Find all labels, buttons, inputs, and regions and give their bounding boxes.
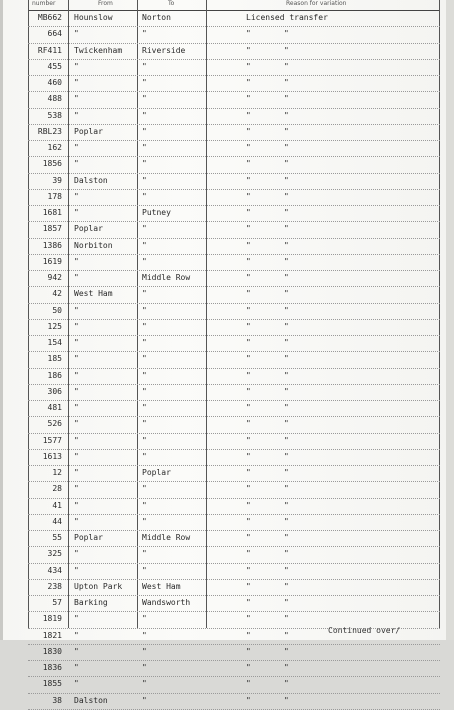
cell-reason: " xyxy=(246,191,251,201)
cell-from: " xyxy=(74,549,79,559)
cell-reason: " xyxy=(246,175,251,185)
cell-number: 55 xyxy=(52,533,62,542)
cell-from: " xyxy=(74,94,79,104)
cell-reason-ditto: " xyxy=(284,78,289,87)
cell-from: " xyxy=(74,159,79,169)
cell-reason: " xyxy=(246,289,251,299)
cell-to: " xyxy=(142,321,147,331)
cell-number: 238 xyxy=(47,581,62,591)
cell-reason: " xyxy=(246,630,251,640)
cell-to: Middle Row xyxy=(142,533,191,542)
cell-from: Poplar xyxy=(74,126,103,136)
cell-reason: " xyxy=(246,94,251,104)
table-row xyxy=(28,125,440,141)
cell-reason-ditto: " xyxy=(284,94,289,104)
cell-number: 455 xyxy=(47,61,62,71)
cell-from: Dalston xyxy=(74,175,108,185)
cell-to: " xyxy=(142,419,147,429)
cell-reason: " xyxy=(246,679,251,689)
cell-number: 42 xyxy=(52,289,62,299)
table-row xyxy=(28,190,440,206)
header-number: number xyxy=(32,0,56,7)
cell-reason: " xyxy=(246,45,251,55)
cell-reason-ditto: " xyxy=(284,435,289,445)
cell-reason-ditto: " xyxy=(284,500,289,510)
table-row xyxy=(28,531,440,547)
header-to: To xyxy=(168,0,175,7)
cell-to: West Ham xyxy=(142,581,181,591)
cell-to: " xyxy=(142,61,147,71)
table-header xyxy=(28,0,440,10)
cell-reason-ditto: " xyxy=(284,419,289,429)
cell-number: 1819 xyxy=(42,614,62,624)
cell-to: " xyxy=(142,679,147,689)
cell-to: " xyxy=(142,500,147,510)
cell-to: Wandsworth xyxy=(142,598,191,607)
cell-to: " xyxy=(142,256,147,266)
cell-reason-ditto: " xyxy=(284,29,289,39)
cell-to: " xyxy=(142,94,147,104)
cell-number: 185 xyxy=(47,354,62,364)
cell-to: " xyxy=(142,240,147,250)
page-edge-right xyxy=(446,0,454,640)
cell-from: " xyxy=(74,451,79,461)
cell-from: " xyxy=(74,468,79,477)
cell-reason: Licensed transfer xyxy=(246,13,328,22)
table-row xyxy=(28,44,440,60)
table-row xyxy=(28,222,440,238)
cell-number: 186 xyxy=(47,370,62,380)
cell-reason: " xyxy=(246,240,251,250)
cell-number: 460 xyxy=(47,78,62,87)
cell-to: Riverside xyxy=(142,45,186,55)
cell-number: 39 xyxy=(52,175,62,185)
header-reason: Reason for variation xyxy=(286,0,347,7)
table-row xyxy=(28,661,440,677)
cell-reason: " xyxy=(246,370,251,380)
cell-reason-ditto: " xyxy=(284,679,289,689)
cell-reason-ditto: " xyxy=(284,110,289,120)
cell-to: " xyxy=(142,29,147,39)
cell-reason: " xyxy=(246,435,251,445)
cell-number: 41 xyxy=(52,500,62,510)
cell-to: Poplar xyxy=(142,468,171,477)
cell-number: 325 xyxy=(47,549,62,559)
table-row xyxy=(28,92,440,108)
table-row xyxy=(28,645,440,661)
cell-from: " xyxy=(74,61,79,71)
table-row xyxy=(28,320,440,336)
table-row xyxy=(28,515,440,531)
cell-number: 38 xyxy=(52,695,62,705)
cell-reason: " xyxy=(246,614,251,624)
cell-to: " xyxy=(142,305,147,315)
cell-reason-ditto: " xyxy=(284,224,289,234)
cell-from: " xyxy=(74,256,79,266)
cell-number: RBL23 xyxy=(37,126,62,136)
table-row xyxy=(28,141,440,157)
table-row xyxy=(28,580,440,596)
table-row xyxy=(28,27,440,43)
cell-to: " xyxy=(142,663,147,672)
cell-reason: " xyxy=(246,695,251,705)
cell-number: 1821 xyxy=(42,630,62,640)
cell-number: 1613 xyxy=(42,451,62,461)
cell-reason-ditto: " xyxy=(284,175,289,185)
cell-number: 44 xyxy=(52,516,62,526)
cell-number: 434 xyxy=(47,565,62,575)
cell-to: " xyxy=(142,484,147,494)
cell-to: Putney xyxy=(142,208,171,217)
table-row xyxy=(28,482,440,498)
cell-reason: " xyxy=(246,468,251,477)
table-row xyxy=(28,255,440,271)
cell-reason: " xyxy=(246,126,251,136)
cell-from: West Ham xyxy=(74,289,113,299)
cell-reason: " xyxy=(246,159,251,169)
cell-to: " xyxy=(142,175,147,185)
table-row xyxy=(28,11,440,27)
cell-reason-ditto: " xyxy=(284,208,289,217)
cell-from: " xyxy=(74,484,79,494)
cell-to: " xyxy=(142,565,147,575)
cell-number: 57 xyxy=(52,598,62,607)
table-row xyxy=(28,547,440,563)
cell-reason: " xyxy=(246,484,251,494)
cell-number: RF411 xyxy=(37,45,62,55)
cell-from: " xyxy=(74,29,79,39)
cell-reason: " xyxy=(246,110,251,120)
cell-reason: " xyxy=(246,646,251,656)
cell-from: " xyxy=(74,630,79,640)
cell-reason-ditto: " xyxy=(284,370,289,380)
cell-reason: " xyxy=(246,29,251,39)
cell-reason: " xyxy=(246,598,251,607)
cell-from: " xyxy=(74,614,79,624)
cell-from: " xyxy=(74,663,79,672)
table-row xyxy=(28,466,440,482)
cell-reason-ditto: " xyxy=(284,45,289,55)
table-row xyxy=(28,287,440,303)
table-row xyxy=(28,677,440,693)
cell-number: 538 xyxy=(47,110,62,120)
cell-reason-ditto: " xyxy=(284,126,289,136)
cell-from: " xyxy=(74,435,79,445)
cell-to: " xyxy=(142,403,147,412)
cell-number: 12 xyxy=(52,468,62,477)
cell-from: Hounslow xyxy=(74,13,113,22)
cell-reason-ditto: " xyxy=(284,516,289,526)
cell-from: " xyxy=(74,646,79,656)
cell-to: " xyxy=(142,224,147,234)
cell-reason: " xyxy=(246,305,251,315)
cell-to: " xyxy=(142,386,147,396)
table-row xyxy=(28,417,440,433)
cell-reason: " xyxy=(246,354,251,364)
cell-number: 1830 xyxy=(42,646,62,656)
table-row xyxy=(28,450,440,466)
cell-from: " xyxy=(74,679,79,689)
cell-from: Dalston xyxy=(74,695,108,705)
cell-to: " xyxy=(142,354,147,364)
cell-number: 1857 xyxy=(42,224,62,234)
cell-to: " xyxy=(142,143,147,152)
table-row xyxy=(28,304,440,320)
cell-number: 664 xyxy=(47,29,62,39)
cell-reason-ditto: " xyxy=(284,614,289,624)
cell-to: " xyxy=(142,695,147,705)
cell-reason-ditto: " xyxy=(284,549,289,559)
cell-from: " xyxy=(74,565,79,575)
cell-from: " xyxy=(74,305,79,315)
cell-reason: " xyxy=(246,549,251,559)
cell-reason-ditto: " xyxy=(284,484,289,494)
cell-reason-ditto: " xyxy=(284,581,289,591)
cell-number: 1836 xyxy=(42,663,62,672)
cell-from: Upton Park xyxy=(74,581,123,591)
cell-from: Poplar xyxy=(74,533,103,542)
cell-from: " xyxy=(74,500,79,510)
cell-reason: " xyxy=(246,208,251,217)
cell-to: " xyxy=(142,435,147,445)
cell-reason: " xyxy=(246,61,251,71)
table-row xyxy=(28,271,440,287)
cell-reason-ditto: " xyxy=(284,338,289,347)
table-row xyxy=(28,336,440,352)
cell-number: 1386 xyxy=(42,240,62,250)
cell-number: 1619 xyxy=(42,256,62,266)
cell-from: Twickenham xyxy=(74,45,123,55)
table-row xyxy=(28,564,440,580)
cell-reason: " xyxy=(246,500,251,510)
cell-reason-ditto: " xyxy=(284,386,289,396)
cell-number: 306 xyxy=(47,386,62,396)
cell-number: 1856 xyxy=(42,159,62,169)
cell-reason: " xyxy=(246,565,251,575)
table-row xyxy=(28,174,440,190)
cell-to: Norton xyxy=(142,13,171,22)
cell-reason: " xyxy=(246,419,251,429)
cell-reason-ditto: " xyxy=(284,159,289,169)
cell-reason: " xyxy=(246,386,251,396)
cell-reason-ditto: " xyxy=(284,451,289,461)
table-row xyxy=(28,239,440,255)
table-row xyxy=(28,369,440,385)
continued-note: Continued over/ xyxy=(328,626,401,635)
cell-reason: " xyxy=(246,403,251,412)
cell-number: 1577 xyxy=(42,435,62,445)
cell-from: " xyxy=(74,273,79,282)
cell-to: " xyxy=(142,126,147,136)
cell-from: " xyxy=(74,191,79,201)
table-row xyxy=(28,401,440,417)
cell-reason: " xyxy=(246,663,251,672)
cell-from: " xyxy=(74,143,79,152)
cell-to: " xyxy=(142,516,147,526)
cell-from: Poplar xyxy=(74,224,103,234)
cell-reason: " xyxy=(246,516,251,526)
cell-to: " xyxy=(142,630,147,640)
cell-to: " xyxy=(142,370,147,380)
cell-from: Norbiton xyxy=(74,240,113,250)
cell-number: 481 xyxy=(47,403,62,412)
cell-to: " xyxy=(142,159,147,169)
cell-reason-ditto: " xyxy=(284,305,289,315)
cell-reason: " xyxy=(246,451,251,461)
cell-number: 488 xyxy=(47,94,62,104)
cell-reason-ditto: " xyxy=(284,630,289,640)
cell-from: Barking xyxy=(74,598,108,607)
cell-from: " xyxy=(74,354,79,364)
cell-reason: " xyxy=(246,143,251,152)
table-row xyxy=(28,60,440,76)
cell-reason-ditto: " xyxy=(284,468,289,477)
cell-reason-ditto: " xyxy=(284,321,289,331)
cell-reason: " xyxy=(246,321,251,331)
cell-reason: " xyxy=(246,581,251,591)
cell-to: " xyxy=(142,549,147,559)
cell-reason-ditto: " xyxy=(284,663,289,672)
cell-reason-ditto: " xyxy=(284,273,289,282)
cell-reason-ditto: " xyxy=(284,289,289,299)
table-row xyxy=(28,434,440,450)
cell-to: " xyxy=(142,78,147,87)
cell-reason: " xyxy=(246,533,251,542)
cell-reason-ditto: " xyxy=(284,143,289,152)
cell-reason-ditto: " xyxy=(284,565,289,575)
cell-reason-ditto: " xyxy=(284,695,289,705)
cell-number: 942 xyxy=(47,273,62,282)
table-row xyxy=(28,352,440,368)
table-row xyxy=(28,109,440,125)
cell-to: " xyxy=(142,191,147,201)
cell-reason-ditto: " xyxy=(284,191,289,201)
cell-to: Middle Row xyxy=(142,273,191,282)
cell-number: 125 xyxy=(47,321,62,331)
cell-number: 50 xyxy=(52,305,62,315)
cell-to: " xyxy=(142,646,147,656)
cell-reason-ditto: " xyxy=(284,256,289,266)
cell-reason-ditto: " xyxy=(284,533,289,542)
cell-to: " xyxy=(142,289,147,299)
page-edge-left xyxy=(0,0,3,640)
cell-to: " xyxy=(142,338,147,347)
cell-reason-ditto: " xyxy=(284,598,289,607)
cell-from: " xyxy=(74,419,79,429)
transfer-table-body xyxy=(28,11,440,710)
cell-reason: " xyxy=(246,224,251,234)
cell-reason-ditto: " xyxy=(284,240,289,250)
table-row xyxy=(28,206,440,222)
cell-number: 154 xyxy=(47,338,62,347)
cell-number: 526 xyxy=(47,419,62,429)
cell-from: " xyxy=(74,403,79,412)
cell-reason: " xyxy=(246,338,251,347)
cell-to: " xyxy=(142,614,147,624)
cell-number: 162 xyxy=(47,143,62,152)
cell-reason: " xyxy=(246,273,251,282)
table-row xyxy=(28,499,440,515)
cell-number: MB662 xyxy=(37,13,62,22)
cell-reason-ditto: " xyxy=(284,354,289,364)
cell-reason-ditto: " xyxy=(284,403,289,412)
cell-number: 178 xyxy=(47,191,62,201)
cell-reason: " xyxy=(246,78,251,87)
cell-from: " xyxy=(74,110,79,120)
table-row xyxy=(28,385,440,401)
cell-to: " xyxy=(142,110,147,120)
cell-from: " xyxy=(74,370,79,380)
table-row xyxy=(28,694,440,710)
cell-from: " xyxy=(74,338,79,347)
cell-from: " xyxy=(74,386,79,396)
cell-number: 28 xyxy=(52,484,62,494)
table-row xyxy=(28,76,440,92)
cell-from: " xyxy=(74,208,79,217)
header-from: From xyxy=(98,0,113,7)
cell-reason: " xyxy=(246,256,251,266)
cell-reason-ditto: " xyxy=(284,61,289,71)
table-row xyxy=(28,157,440,173)
cell-from: " xyxy=(74,516,79,526)
cell-number: 1681 xyxy=(42,208,62,217)
cell-reason-ditto: " xyxy=(284,646,289,656)
cell-from: " xyxy=(74,78,79,87)
table-row xyxy=(28,596,440,612)
cell-to: " xyxy=(142,451,147,461)
cell-from: " xyxy=(74,321,79,331)
cell-number: 1855 xyxy=(42,679,62,689)
